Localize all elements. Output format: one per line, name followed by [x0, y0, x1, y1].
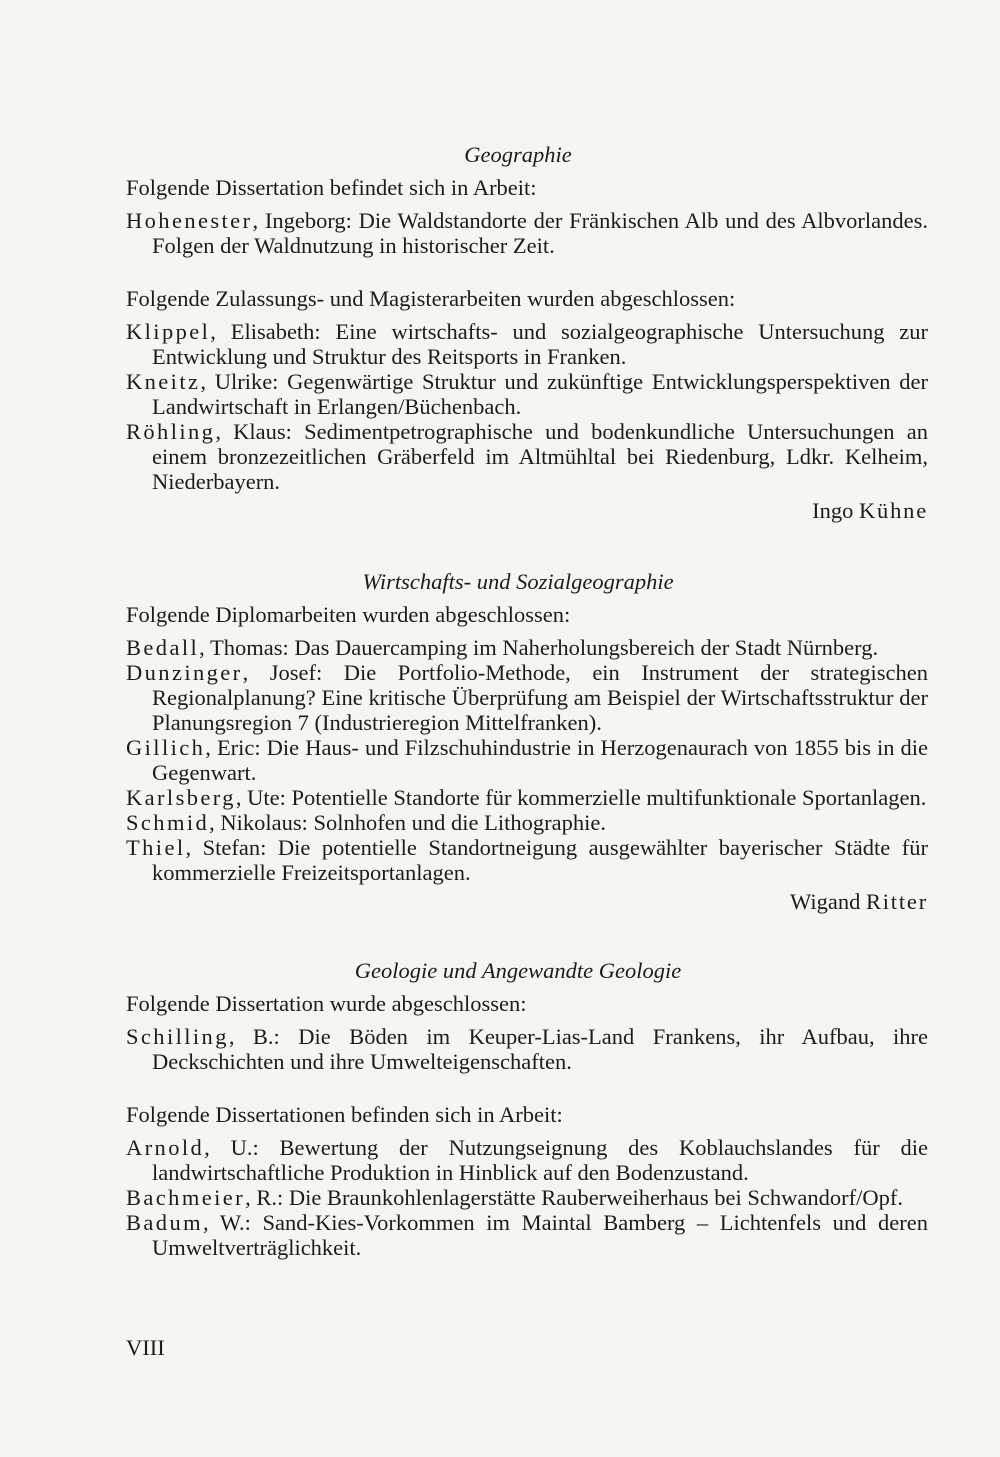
entry-group [126, 602, 928, 885]
entry-text: , Elisabeth: Eine wirtschafts- und sozialgeographische Untersuchung zur Entwicklung und Struktur des Reitsports in Franken. [152, 319, 928, 369]
entry-group [126, 286, 928, 494]
author-name: Bachmeier [126, 1185, 246, 1210]
entry-text: , W.: Sand-Kies-Vorkommen im Maintal Bamberg – Lichtenfels und deren Umweltverträglichkeit. [152, 1210, 928, 1260]
author-name: Kneitz [126, 369, 201, 394]
list-item [126, 660, 928, 735]
entry-group [126, 1102, 928, 1260]
list-item [126, 1210, 928, 1260]
signature [126, 889, 928, 914]
group-intro: Folgende Dissertation wurde abgeschlossen: [126, 991, 527, 1016]
list-item [126, 369, 928, 419]
entry-text: , Ulrike: Gegenwärtige Struktur und zukünftige Entwicklungsperspektiven der Landwirtschaft in Erlangen/Büchenbach. [152, 369, 928, 419]
group-intro: Folgende Dissertation befindet sich in Arbeit: [126, 175, 537, 200]
author-name: Badum [126, 1210, 203, 1235]
entry-text: , Stefan: Die potentielle Standortneigung ausgewählter bayerischer Städte für kommerzielle Freizeitsportanlagen. [152, 835, 928, 885]
author-name: Hohenester [126, 208, 253, 233]
entry-text: , R.: Die Braunkohlenlagerstätte Rauberweiherhaus bei Schwandorf/Opf. [245, 1185, 903, 1210]
list-item [126, 319, 928, 369]
author-name: Arnold [126, 1135, 205, 1160]
entry-text: , Josef: Die Portfolio-Methode, ein Instrument der strategischen Regionalplanung? Eine kritische Überprüfung am Beispiel der Wirtschaftsstruktur der Planungsregion 7 (Industrieregion Mittelfranken). [152, 660, 928, 735]
section-title: Wirtschafts- und Sozialgeographie [362, 569, 674, 594]
section-geographie [126, 142, 928, 523]
page-number: VIII [126, 1335, 165, 1360]
author-name: Röhling [126, 419, 216, 444]
list-item [126, 419, 928, 494]
author-name: Schmid [126, 810, 210, 835]
entry-text: , Nikolaus: Solnhofen und die Lithographie. [209, 810, 606, 835]
group-intro: Folgende Zulassungs- und Magisterarbeiten wurden abgeschlossen: [126, 286, 736, 311]
list-item [126, 1135, 928, 1185]
signature [126, 498, 928, 523]
signature-last-name: Kühne [859, 498, 928, 523]
section-wirtschaftsgeographie [126, 569, 928, 914]
list-item [126, 635, 928, 660]
author-name: Klippel [126, 319, 211, 344]
entry-group [126, 991, 928, 1074]
section-title: Geologie und Angewandte Geologie [354, 958, 682, 983]
list-item [126, 1024, 928, 1074]
entry-text: , Klaus: Sedimentpetrographische und bodenkundliche Untersuchungen an einem bronzezeitlichen Gräberfeld im Altmühltal bei Riedenburg, Ldkr. Kelheim, Niederbayern. [152, 419, 928, 494]
list-item [126, 208, 928, 258]
entry-text: , Thomas: Das Dauercamping im Naherholungsbereich der Stadt Nürnberg. [199, 635, 879, 660]
entry-text: , Ute: Potentielle Standorte für kommerzielle multifunktionale Sportanlagen. [235, 785, 927, 810]
signature-last-name: Ritter [865, 889, 928, 914]
author-name: Thiel [126, 835, 186, 860]
section-geologie [126, 958, 928, 1260]
list-item [126, 785, 928, 810]
signature-first-name: Ingo [812, 498, 854, 523]
entry-group [126, 175, 928, 258]
group-intro: Folgende Dissertationen befinden sich in Arbeit: [126, 1102, 563, 1127]
entry-text: , B.: Die Böden im Keuper-Lias-Land Frankens, ihr Aufbau, ihre Deckschichten und ihre Umwelteigenschaften. [152, 1024, 928, 1074]
signature-first-name: Wigand [790, 889, 861, 914]
list-item [126, 1185, 928, 1210]
section-title: Geographie [464, 142, 572, 167]
author-name: Schilling [126, 1024, 229, 1049]
group-intro: Folgende Diplomarbeiten wurden abgeschlossen: [126, 602, 571, 627]
entry-text: , Eric: Die Haus- und Filzschuhindustrie in Herzogenaurach von 1855 bis in die Gegenwart. [152, 735, 928, 785]
entry-text: , U.: Bewertung der Nutzungseignung des Koblauchslandes für die landwirtschaftliche Produktion in Hinblick auf den Bodenzustand. [152, 1135, 928, 1185]
list-item [126, 810, 928, 835]
author-name: Karlsberg [126, 785, 236, 810]
list-item [126, 835, 928, 885]
author-name: Dunzinger [126, 660, 243, 685]
entry-text: , Ingeborg: Die Waldstandorte der Fränkischen Alb und des Albvorlandes. Folgen der Waldnutzung in historischer Zeit. [152, 208, 928, 258]
list-item [126, 735, 928, 785]
author-name: Gillich [126, 735, 206, 760]
author-name: Bedall [126, 635, 200, 660]
